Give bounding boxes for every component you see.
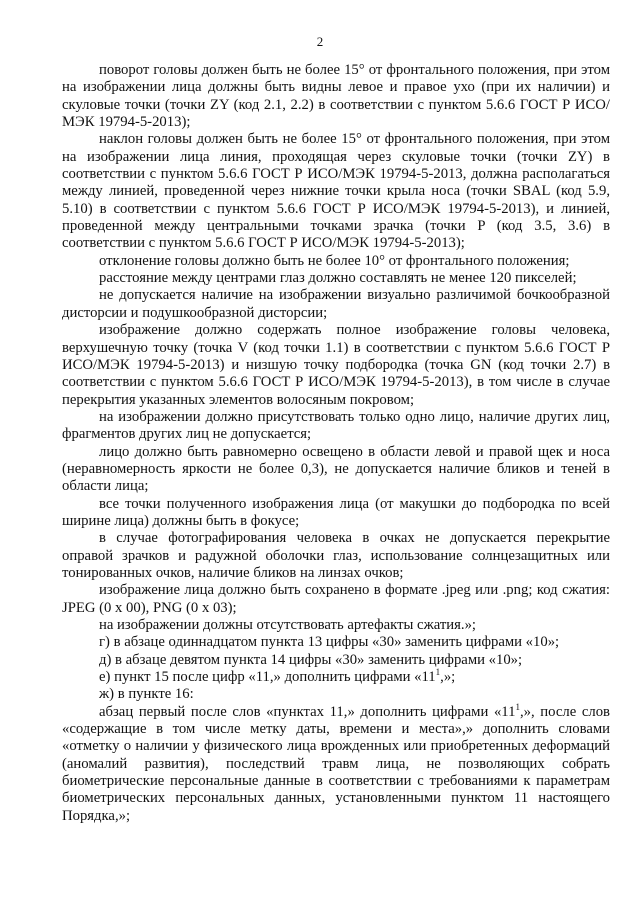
paragraph-text: на изображении должно присутствовать только одно лицо, наличие других лиц, фрагментов других лиц не допускается; — [62, 408, 610, 443]
paragraph — [62, 530, 610, 582]
paragraph-text-continued: ,»; — [440, 669, 456, 686]
paragraph — [62, 701, 610, 825]
paragraph — [62, 686, 610, 703]
paragraph — [62, 322, 610, 409]
paragraph-text: д) в абзаце девятом пункта 14 цифры «30» заменить цифрами «10»; — [99, 651, 523, 668]
paragraph — [62, 582, 610, 617]
document-body — [62, 62, 610, 825]
paragraph-text: лицо должно быть равномерно освещено в области левой и правой щек и носа (неравномерность яркости не более 0,3), не допускается наличие бликов и теней в области лица; — [62, 443, 610, 495]
superscript: 1 — [435, 667, 441, 678]
paragraph-text-continued: ,», после слов «содержащие в том числе метку даты, времени и места»,» дополнить словами «отметку о наличии у физического лица врожденных или приобретенных деформаций (аномалий развития), последствий травм лица, не позволяющих собрать биометрические персональные данные в соответствии с требованиями к параметрам биометрических персональных данных, установленными пунктом 11 настоящего Порядка,»; — [62, 703, 610, 824]
paragraph — [62, 444, 610, 496]
paragraph — [62, 287, 610, 322]
paragraph-text: на изображении должны отсутствовать артефакты сжатия.»; — [99, 617, 476, 633]
paragraph — [62, 669, 610, 686]
paragraph-text: абзац первый после слов «пунктах 11,» дополнить цифрами «11 — [99, 703, 516, 720]
paragraph-text: не допускается наличие на изображении визуально различимой бочкообразной дисторсии и подушкообразной дисторсии; — [62, 287, 610, 321]
paragraph-text: отклонение головы должно быть не более 10° от фронтального положения; — [99, 252, 570, 269]
paragraph — [62, 409, 610, 444]
paragraph — [62, 62, 610, 131]
paragraph-text: г) в абзаце одиннадцатом пункта 13 цифры «30» заменить цифрами «10»; — [99, 634, 560, 651]
paragraph-text: изображение лица должно быть сохранено в формате .jpeg или .png; код сжатия: JPEG (0 x 00), PNG (0 x 03); — [62, 582, 610, 616]
paragraph — [62, 496, 610, 531]
paragraph — [62, 270, 610, 287]
paragraph-text: наклон головы должен быть не более 15° от фронтального положения, при этом на изображении лица линия, проходящая через скуловые точки (точки ZY) в соответствии с пунктом 5.6.6 ГОСТ Р ИСО/МЭК 19794-5-2013, должна располагаться между линией, проведенной через нижние точки крыла носа (точки SBAL (код 5.9, 5.10) в соответствии с пунктом 5.6.6 ГОСТ Р ИСО/МЭК 19794-5-2013), и линией, проведенной между центральными точками зрачка (точки P (код 3.5, 3.6) в соответствии с пунктом 5.6.6 ГОСТ Р ИСО/МЭК 19794-5-2013); — [62, 131, 610, 252]
paragraph — [62, 634, 610, 651]
paragraph-text: расстояние между центрами глаз должно составлять не менее 120 пикселей; — [99, 270, 577, 287]
paragraph — [62, 617, 610, 634]
paragraph — [62, 253, 610, 270]
paragraph — [62, 131, 610, 252]
superscript: 1 — [515, 701, 520, 712]
paragraph-text: ж) в пункте 16: — [99, 686, 194, 703]
page-number: 2 — [316, 34, 324, 49]
paragraph-text: все точки полученного изображения лица (от макушки до подбородка по всей ширине лица) должны быть в фокусе; — [62, 495, 610, 529]
paragraph-text: в случае фотографирования человека в очках не допускается перекрытие оправой зрачков и радужной оболочки глаз, использование солнцезащитных или тонированных очков, наличие бликов на линзах очков; — [62, 530, 610, 581]
paragraph-text: поворот головы должен быть не более 15° от фронтального положения, при этом на изображении лица должны быть видны левое и правое ухо (при их наличии) и скуловые точки (точки ZY (код 2.1, 2.2) в соответствии с пунктом 5.6.6 ГОСТ Р ИСО/МЭК 19794-5-2013); — [62, 62, 610, 131]
paragraph-text: изображение должно содержать полное изображение головы человека, верхушечную точку (точка V (код точки 1.1) в соответствии с пунктом 5.6.6 ГОСТ Р ИСО/МЭК 19794-5-2013) и низшую точку подбородка (точка GN (код точки 2.7) в соответствии с пунктом 5.6.6 ГОСТ Р ИСО/МЭК 19794-5-2013), в том числе в случае перекрытия указанных элементов волосяным покровом; — [62, 322, 610, 408]
paragraph-text: е) пункт 15 после цифр «11,» дополнить цифрами «11 — [99, 669, 436, 686]
paragraph — [62, 652, 610, 669]
